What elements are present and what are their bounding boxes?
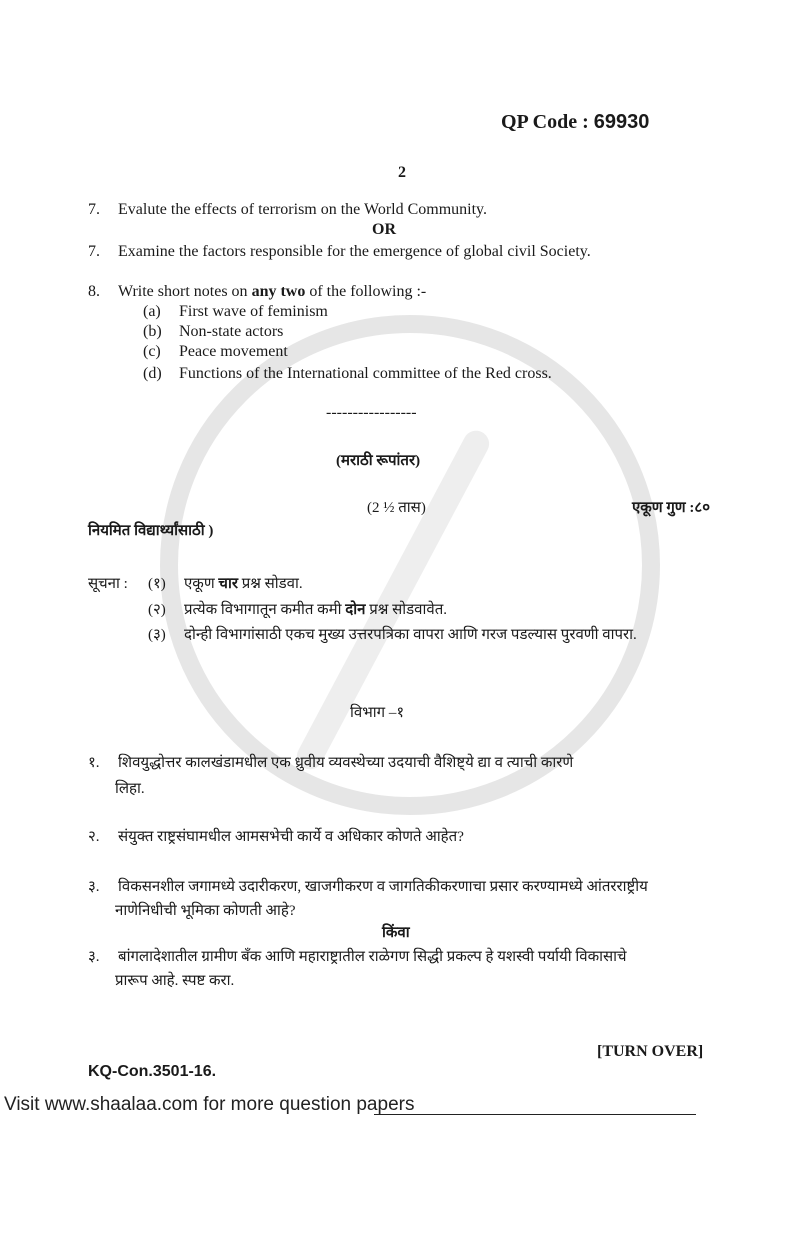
q-num: १.	[88, 755, 100, 771]
marathi-q3a-line2: नाणेनिधीची भूमिका कोणती आहे?	[115, 903, 296, 919]
q-num: ३.	[88, 879, 100, 895]
marathi-q1	[88, 752, 730, 774]
qp-code	[88, 110, 730, 134]
qp-code-value: 69930	[593, 111, 650, 133]
marathi-q3b-line2: प्रारूप आहे. स्पष्ट करा.	[115, 973, 235, 989]
section-heading: विभाग –१	[350, 705, 405, 721]
visit-link[interactable]: Visit www.shaalaa.com for more question papers	[4, 1094, 415, 1115]
instr-text: प्रश्न सोडवावेत.	[369, 602, 448, 618]
q-text: Evalute the effects of terrorism on the World Community.	[118, 201, 487, 218]
instr-text: प्रश्न सोडवा.	[241, 576, 303, 592]
instr-num: (२)	[148, 602, 166, 618]
q-bold: any two	[251, 283, 306, 300]
question-8	[88, 282, 730, 302]
q8-item-c	[88, 342, 730, 362]
instruction-3	[88, 624, 730, 646]
duration: (2 ½ तास)	[367, 500, 426, 516]
item-text: Functions of the International committee of the Red cross.	[179, 365, 552, 382]
duration-row	[88, 497, 730, 519]
question-7b	[88, 242, 730, 262]
marathi-q3b	[88, 946, 730, 968]
q-num: 7.	[88, 243, 100, 260]
q8-item-d	[88, 364, 730, 384]
qp-code-label: QP Code :	[501, 111, 589, 133]
q8-item-a	[88, 302, 730, 322]
question-7a	[88, 200, 730, 220]
instruction-1	[88, 573, 730, 595]
q-num: 8.	[88, 283, 100, 300]
total-marks: एकूण गुण :८०	[631, 500, 710, 516]
item-label: (b)	[143, 323, 162, 340]
instr-bold: दोन	[345, 602, 366, 618]
q-text: of the following :-	[309, 283, 427, 300]
page	[0, 110, 800, 1082]
item-text: Non-state actors	[179, 323, 284, 340]
marathi-title: (मराठी रूपांतर)	[336, 453, 421, 469]
item-text: Peace movement	[179, 343, 288, 360]
marathi-q3a	[88, 876, 730, 898]
paper-code: KQ-Con.3501-16.	[88, 1063, 217, 1080]
marathi-q1-line2: लिहा.	[115, 781, 145, 797]
q8-item-b	[88, 322, 730, 342]
instr-text: प्रत्येक विभागातून कमीत कमी	[184, 602, 342, 618]
q-num: ३.	[88, 949, 100, 965]
regular-students: नियमित विद्यार्थ्यांसाठी )	[88, 523, 214, 539]
q-text: Examine the factors responsible for the emergence of global civil Society.	[118, 243, 591, 260]
instruction-2	[88, 599, 730, 621]
separator: -----------------	[326, 404, 417, 421]
item-label: (c)	[143, 343, 161, 360]
instructions-label: सूचना :	[88, 576, 128, 592]
marathi-q2	[88, 826, 730, 848]
item-label: (a)	[143, 303, 161, 320]
instr-text: एकूण	[184, 576, 215, 592]
instr-text: दोन्ही विभागांसाठी एकच मुख्य उत्तरपत्रिका वापरा आणि गरज पडल्यास पुरवणी वापरा.	[184, 627, 637, 643]
q-num: २.	[88, 829, 100, 845]
q-text: Write short notes on	[118, 283, 248, 300]
item-label: (d)	[143, 365, 162, 382]
q-text: संयुक्त राष्ट्रसंघामधील आमसभेची कार्ये व अधिकार कोणते आहेत?	[118, 829, 464, 845]
or-label: OR	[372, 221, 396, 238]
q-text: बांगलादेशातील ग्रामीण बँक आणि महाराष्ट्रातील राळेगण सिद्धी प्रकल्प हे यशस्वी पर्यायी विकासाचे	[118, 949, 627, 965]
q-num: 7.	[88, 201, 100, 218]
turn-over: [TURN OVER]	[597, 1043, 704, 1060]
instr-num: (३)	[148, 627, 166, 643]
item-text: First wave of feminism	[179, 303, 328, 320]
instr-bold: चार	[218, 576, 238, 592]
q-text: शिवयुद्धोत्तर कालखंडामधील एक ध्रुवीय व्यवस्थेच्या उदयाची वैशिष्ट्ये द्या व त्याची कारणे	[118, 755, 574, 771]
q-text: विकसनशील जगामध्ये उदारीकरण, खाजगीकरण व जागतिकीकरणाचा प्रसार करण्यामध्ये आंतरराष्ट्रीय	[118, 879, 648, 895]
marathi-or: किंवा	[382, 925, 410, 941]
instr-num: (१)	[148, 576, 166, 592]
page-number: 2	[398, 164, 406, 181]
